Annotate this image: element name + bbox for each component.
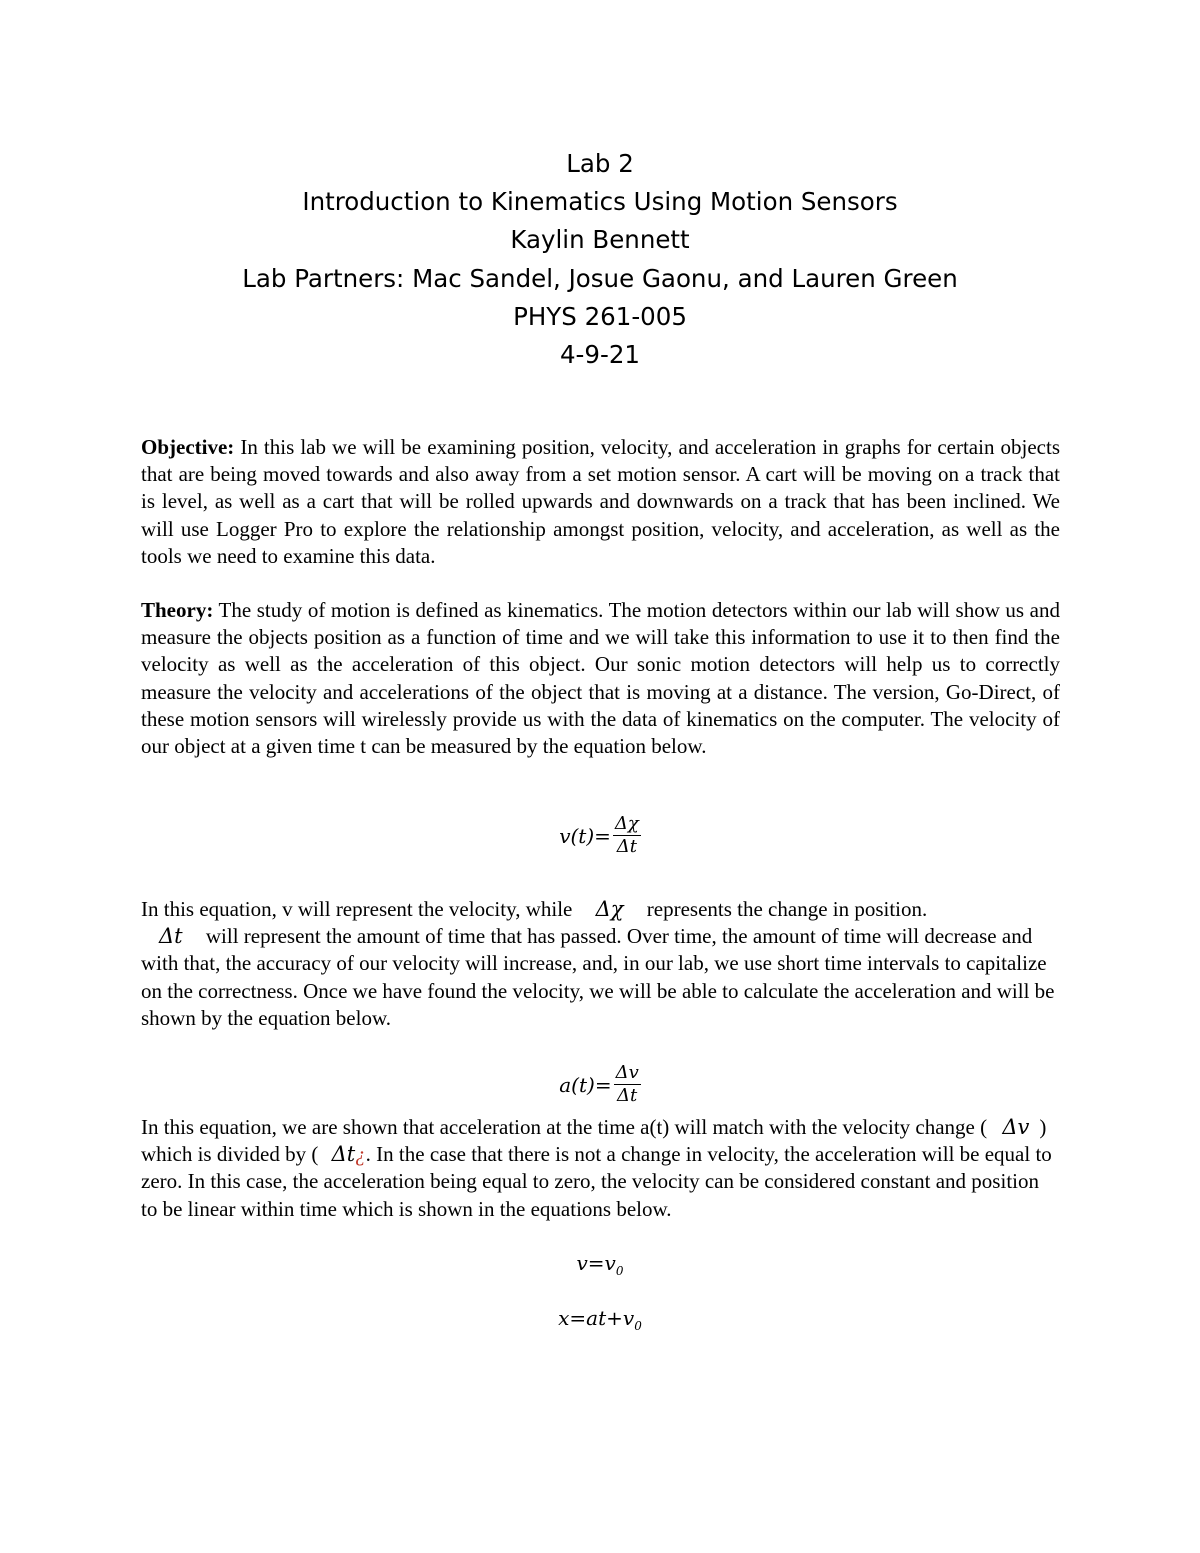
acceleration-fraction [614,1062,641,1107]
theory-paragraph [141,597,1060,760]
theory-text: The study of motion is defined as kinematics. The motion detectors within our lab will show us and measure the objects position as a function of time and we will take this information to use it to then find the velocity as well as the acceleration of this object. Our sonic motion detectors will help us to correctly measure the velocity and accelerations of the object that is moving at a distance. The version, Go-Direct, of these motion sensors will wirelessly provide us with the data of kinematics on the computer. The velocity of our object at a given time t can be measured by the equation below. [141,598,1061,759]
delta-v-symbol: Δv [1002,1115,1030,1139]
course-code: PHYS 261-005 [513,301,687,331]
velocity-explanation-mid: represents the change in position. [646,897,928,921]
velocity-fraction-numerator: Δχ [614,813,639,834]
lab-number: Lab 2 [566,149,634,178]
theory-label: Theory: [141,598,214,622]
velocity-equation-lhs: v(t)= [559,823,611,848]
delta-t-symbol: Δt [159,924,183,949]
velocity-equation [0,813,1200,858]
acceleration-explanation-end: . In the case that there is not a change in velocity, the acceleration will be equal to zero. In this case, the acceleration being equal to zero, the velocity can be considered constant and position to be linear within time which is shown in the equations below. [141,1142,1052,1221]
linear-position-main: x=at+v [558,1306,635,1330]
acceleration-explanation-start: In this equation, we are shown that acceleration at the time a(t) will match with the velocity change ( [141,1115,988,1139]
acceleration-explanation-paragraph [141,1114,1060,1223]
delta-t-symbol-2: Δt [331,1142,356,1167]
acceleration-equation [0,1062,1200,1107]
velocity-fraction-denominator: Δt [616,836,637,857]
velocity-explanation-paragraph [141,896,1060,1032]
garbled-glyph: ¿ [355,1142,366,1167]
linear-position-subscript: 0 [634,1319,642,1333]
constant-velocity-subscript: 0 [615,1264,624,1278]
constant-velocity-main: v=v [576,1251,616,1275]
lab-title: Introduction to Kinematics Using Motion Sensors [302,187,898,217]
acceleration-explanation-mid: ) which is divided by ( [141,1115,1047,1167]
velocity-fraction [613,813,641,858]
linear-position-equation [0,1306,1200,1333]
author-name: Kaylin Bennett [510,225,690,255]
constant-velocity-equation [0,1251,1200,1278]
acceleration-equation-lhs: a(t)= [559,1072,612,1097]
objective-text: In this lab we will be examining position, velocity, and acceleration in graphs for certain objects that are being moved towards and also away from a set motion sensor. A cart will be moving on a track that is level, as well as a cart that will be rolled upwards and downwards on a track that has been inclined. We will use Logger Pro to explore the relationship amongst position, velocity, and acceleration, as well as the tools we need to examine this data. [141,435,1060,568]
title-block [0,145,1200,374]
objective-label: Objective: [141,435,235,459]
report-date: 4-9-21 [559,340,641,370]
velocity-explanation-end: will represent the amount of time that has passed. Over time, the amount of time will decrease and with that, the accuracy of our velocity will increase, and, in our lab, we use short time intervals to capitalize on the correctness. Once we have found the velocity, we will be able to calculate the acceleration and will be shown by the equation below. [141,924,1055,1030]
delta-x-symbol: Δχ [595,897,624,921]
objective-paragraph [141,434,1060,570]
acceleration-fraction-denominator: Δt [617,1085,638,1106]
acceleration-fraction-numerator: Δv [615,1062,639,1083]
lab-partners: Lab Partners: Mac Sandel, Josue Gaonu, and Lauren Green [242,263,958,293]
velocity-explanation-start: In this equation, v will represent the velocity, while [141,897,573,921]
